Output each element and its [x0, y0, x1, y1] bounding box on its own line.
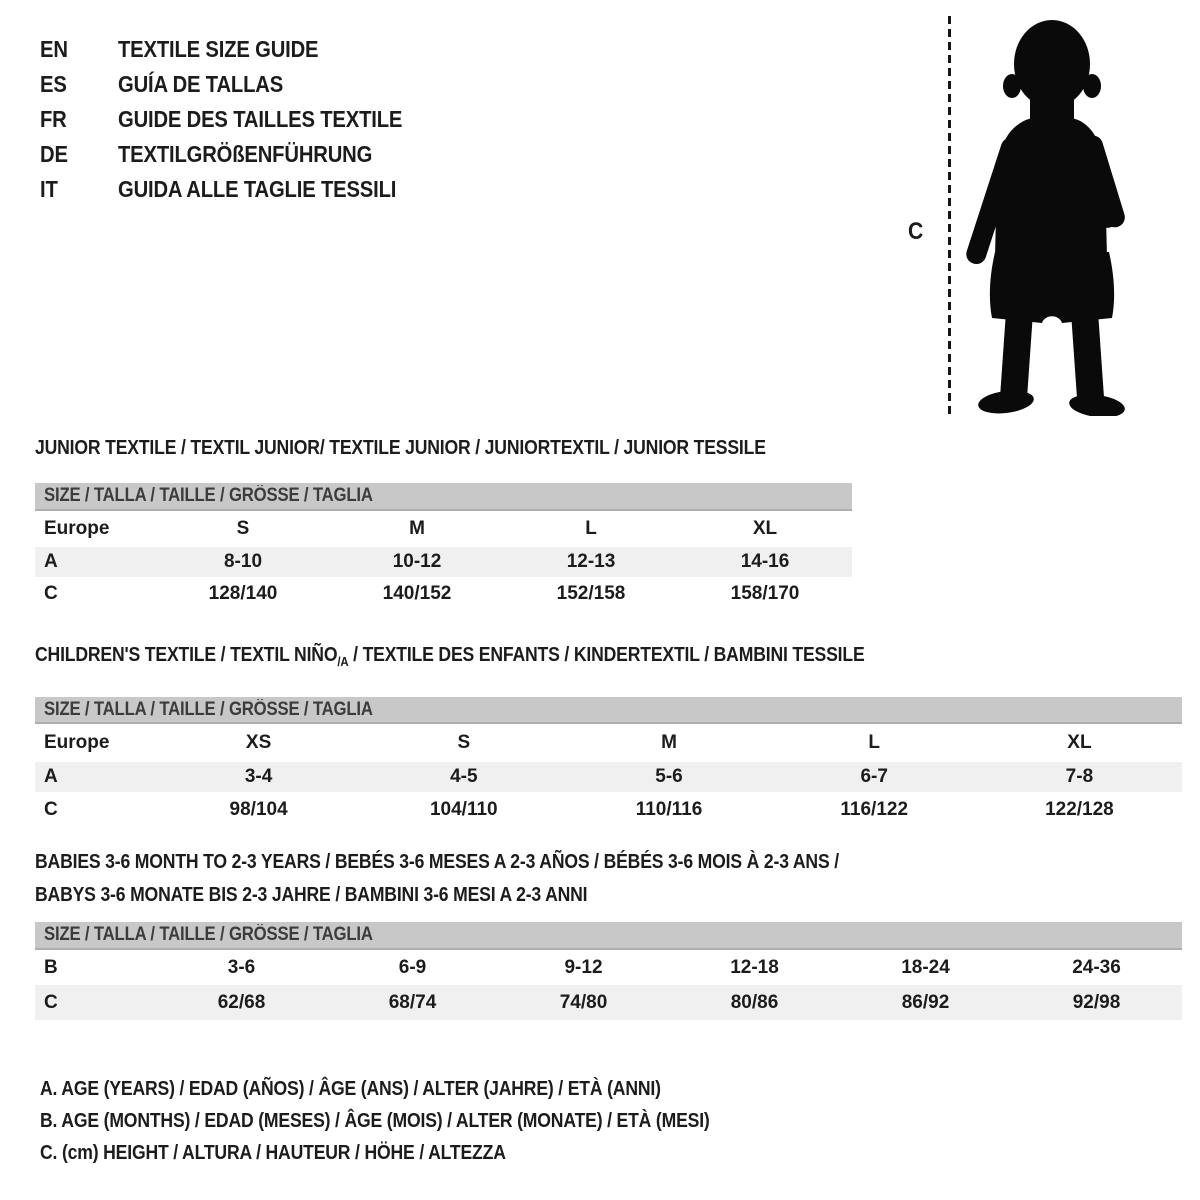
language-code: FR [40, 106, 67, 132]
language-code: EN [40, 36, 68, 62]
row-label: B [44, 956, 58, 978]
height-cell: 98/104 [229, 798, 288, 820]
height-cell: 116/122 [840, 798, 909, 820]
language-row-de [40, 137, 441, 172]
size-cell: XS [245, 732, 272, 753]
height-cell: 74/80 [559, 991, 608, 1013]
language-code: IT [40, 176, 58, 202]
toddler-silhouette [962, 12, 1140, 416]
row-label: Europe [44, 518, 110, 539]
legend-line-age-months: B. AGE (MONTHS) / EDAD (MESES) / ÂGE (MOIS) / ALTER (MONATE) / ETÀ (MESI) [40, 1110, 710, 1132]
size-cell: XL [752, 518, 778, 539]
childrens-section-heading [35, 645, 1182, 672]
months-cell: 3-6 [227, 956, 256, 978]
junior-row-height [35, 577, 852, 611]
age-cell: 4-5 [450, 766, 478, 787]
months-cell: 12-18 [730, 956, 779, 978]
heading-text: CHILDREN'S TEXTILE / TEXTIL NIÑO [35, 644, 338, 666]
language-row-es [40, 67, 441, 102]
height-measure-dashed-line [948, 16, 951, 416]
size-cell: S [236, 518, 250, 539]
height-cell: 158/170 [730, 583, 800, 604]
heading-subscript: /A [337, 654, 349, 669]
row-label: C [44, 798, 58, 820]
childrens-size-header-band: SIZE / TALLA / TAILLE / GRÖSSE / TAGLIA [35, 697, 1182, 724]
junior-section-heading: JUNIOR TEXTILE / TEXTIL JUNIOR/ TEXTILE JUNIOR / JUNIORTEXTIL / JUNIOR TESSILE [35, 437, 766, 459]
guide-title-en: TEXTILE SIZE GUIDE [118, 36, 319, 62]
height-cell: 68/74 [388, 991, 437, 1013]
age-cell: 12-13 [566, 551, 616, 572]
heading-text: / TEXTILE DES ENFANTS / KINDERTEXTIL / BAMBINI TESSILE [348, 644, 865, 666]
size-cell: S [457, 732, 471, 753]
age-cell: 3-4 [244, 766, 273, 787]
junior-row-europe [35, 511, 852, 547]
childrens-textile-section [35, 645, 1182, 827]
guide-title-it: GUIDA ALLE TAGLIE TESSILI [118, 176, 397, 202]
language-row-en [40, 32, 441, 67]
junior-size-header-band: SIZE / TALLA / TAILLE / GRÖSSE / TAGLIA [35, 483, 852, 511]
height-cell: 110/116 [635, 798, 703, 820]
size-cell: M [661, 732, 677, 753]
junior-row-age [35, 547, 852, 577]
babies-row-months [35, 950, 1182, 985]
babies-heading-line1: BABIES 3-6 MONTH TO 2-3 YEARS / BEBÉS 3-6 MESES A 2-3 AÑOS / BÉBÉS 3-6 MOIS À 2-3 ANS / [35, 851, 839, 873]
height-cell: 86/92 [901, 991, 950, 1013]
babies-row-height [35, 985, 1182, 1020]
childrens-row-europe [35, 724, 1182, 762]
measure-legend [40, 1073, 801, 1169]
months-cell: 9-12 [564, 956, 603, 978]
row-label: C [44, 991, 58, 1013]
size-cell: XL [1067, 732, 1092, 753]
age-cell: 10-12 [392, 551, 442, 572]
row-label: Europe [44, 732, 110, 753]
months-cell: 6-9 [398, 956, 427, 978]
age-cell: 14-16 [740, 551, 790, 572]
height-cell: 152/158 [556, 583, 626, 604]
guide-title-de: TEXTILGRÖßENFÜHRUNG [118, 141, 373, 167]
height-cell: 92/98 [1072, 991, 1121, 1013]
age-cell: 5-6 [655, 766, 683, 787]
guide-title-fr: GUIDE DES TAILLES TEXTILE [118, 106, 403, 132]
months-cell: 18-24 [901, 956, 950, 978]
height-cell: 122/128 [1045, 798, 1114, 820]
junior-textile-section [35, 438, 852, 611]
legend-line-age-years: A. AGE (YEARS) / EDAD (AÑOS) / ÂGE (ANS) / ALTER (JAHRE) / ETÀ (ANNI) [40, 1078, 661, 1100]
language-title-block [40, 32, 441, 207]
row-label: A [44, 766, 58, 787]
babies-section-heading [35, 846, 1182, 912]
row-label: A [44, 551, 58, 572]
guide-title-es: GUÍA DE TALLAS [118, 71, 284, 97]
height-measure-label: C [908, 218, 924, 245]
height-cell: 104/110 [429, 798, 498, 820]
language-row-it [40, 172, 441, 207]
babies-size-header-band: SIZE / TALLA / TAILLE / GRÖSSE / TAGLIA [35, 922, 1182, 950]
childrens-row-age [35, 762, 1182, 792]
babies-heading-line2: BABYS 3-6 MONATE BIS 2-3 JAHRE / BAMBINI 3-6 MESI A 2-3 ANNI [35, 884, 588, 906]
row-label: C [44, 583, 58, 604]
age-cell: 7-8 [1065, 766, 1094, 787]
size-cell: M [409, 518, 425, 539]
size-cell: L [585, 518, 597, 539]
height-cell: 140/152 [382, 583, 452, 604]
months-cell: 24-36 [1072, 956, 1121, 978]
age-cell: 6-7 [860, 766, 888, 787]
size-cell: L [868, 732, 881, 753]
age-cell: 8-10 [223, 551, 263, 572]
language-code: ES [40, 71, 67, 97]
legend-line-height-cm: C. (cm) HEIGHT / ALTURA / HAUTEUR / HÖHE / ALTEZZA [40, 1142, 506, 1164]
language-row-fr [40, 102, 441, 137]
height-cell: 80/86 [730, 991, 779, 1013]
height-cell: 62/68 [217, 991, 266, 1013]
babies-textile-section [35, 846, 1182, 1020]
language-code: DE [40, 141, 68, 167]
height-cell: 128/140 [208, 583, 278, 604]
childrens-row-height [35, 792, 1182, 827]
